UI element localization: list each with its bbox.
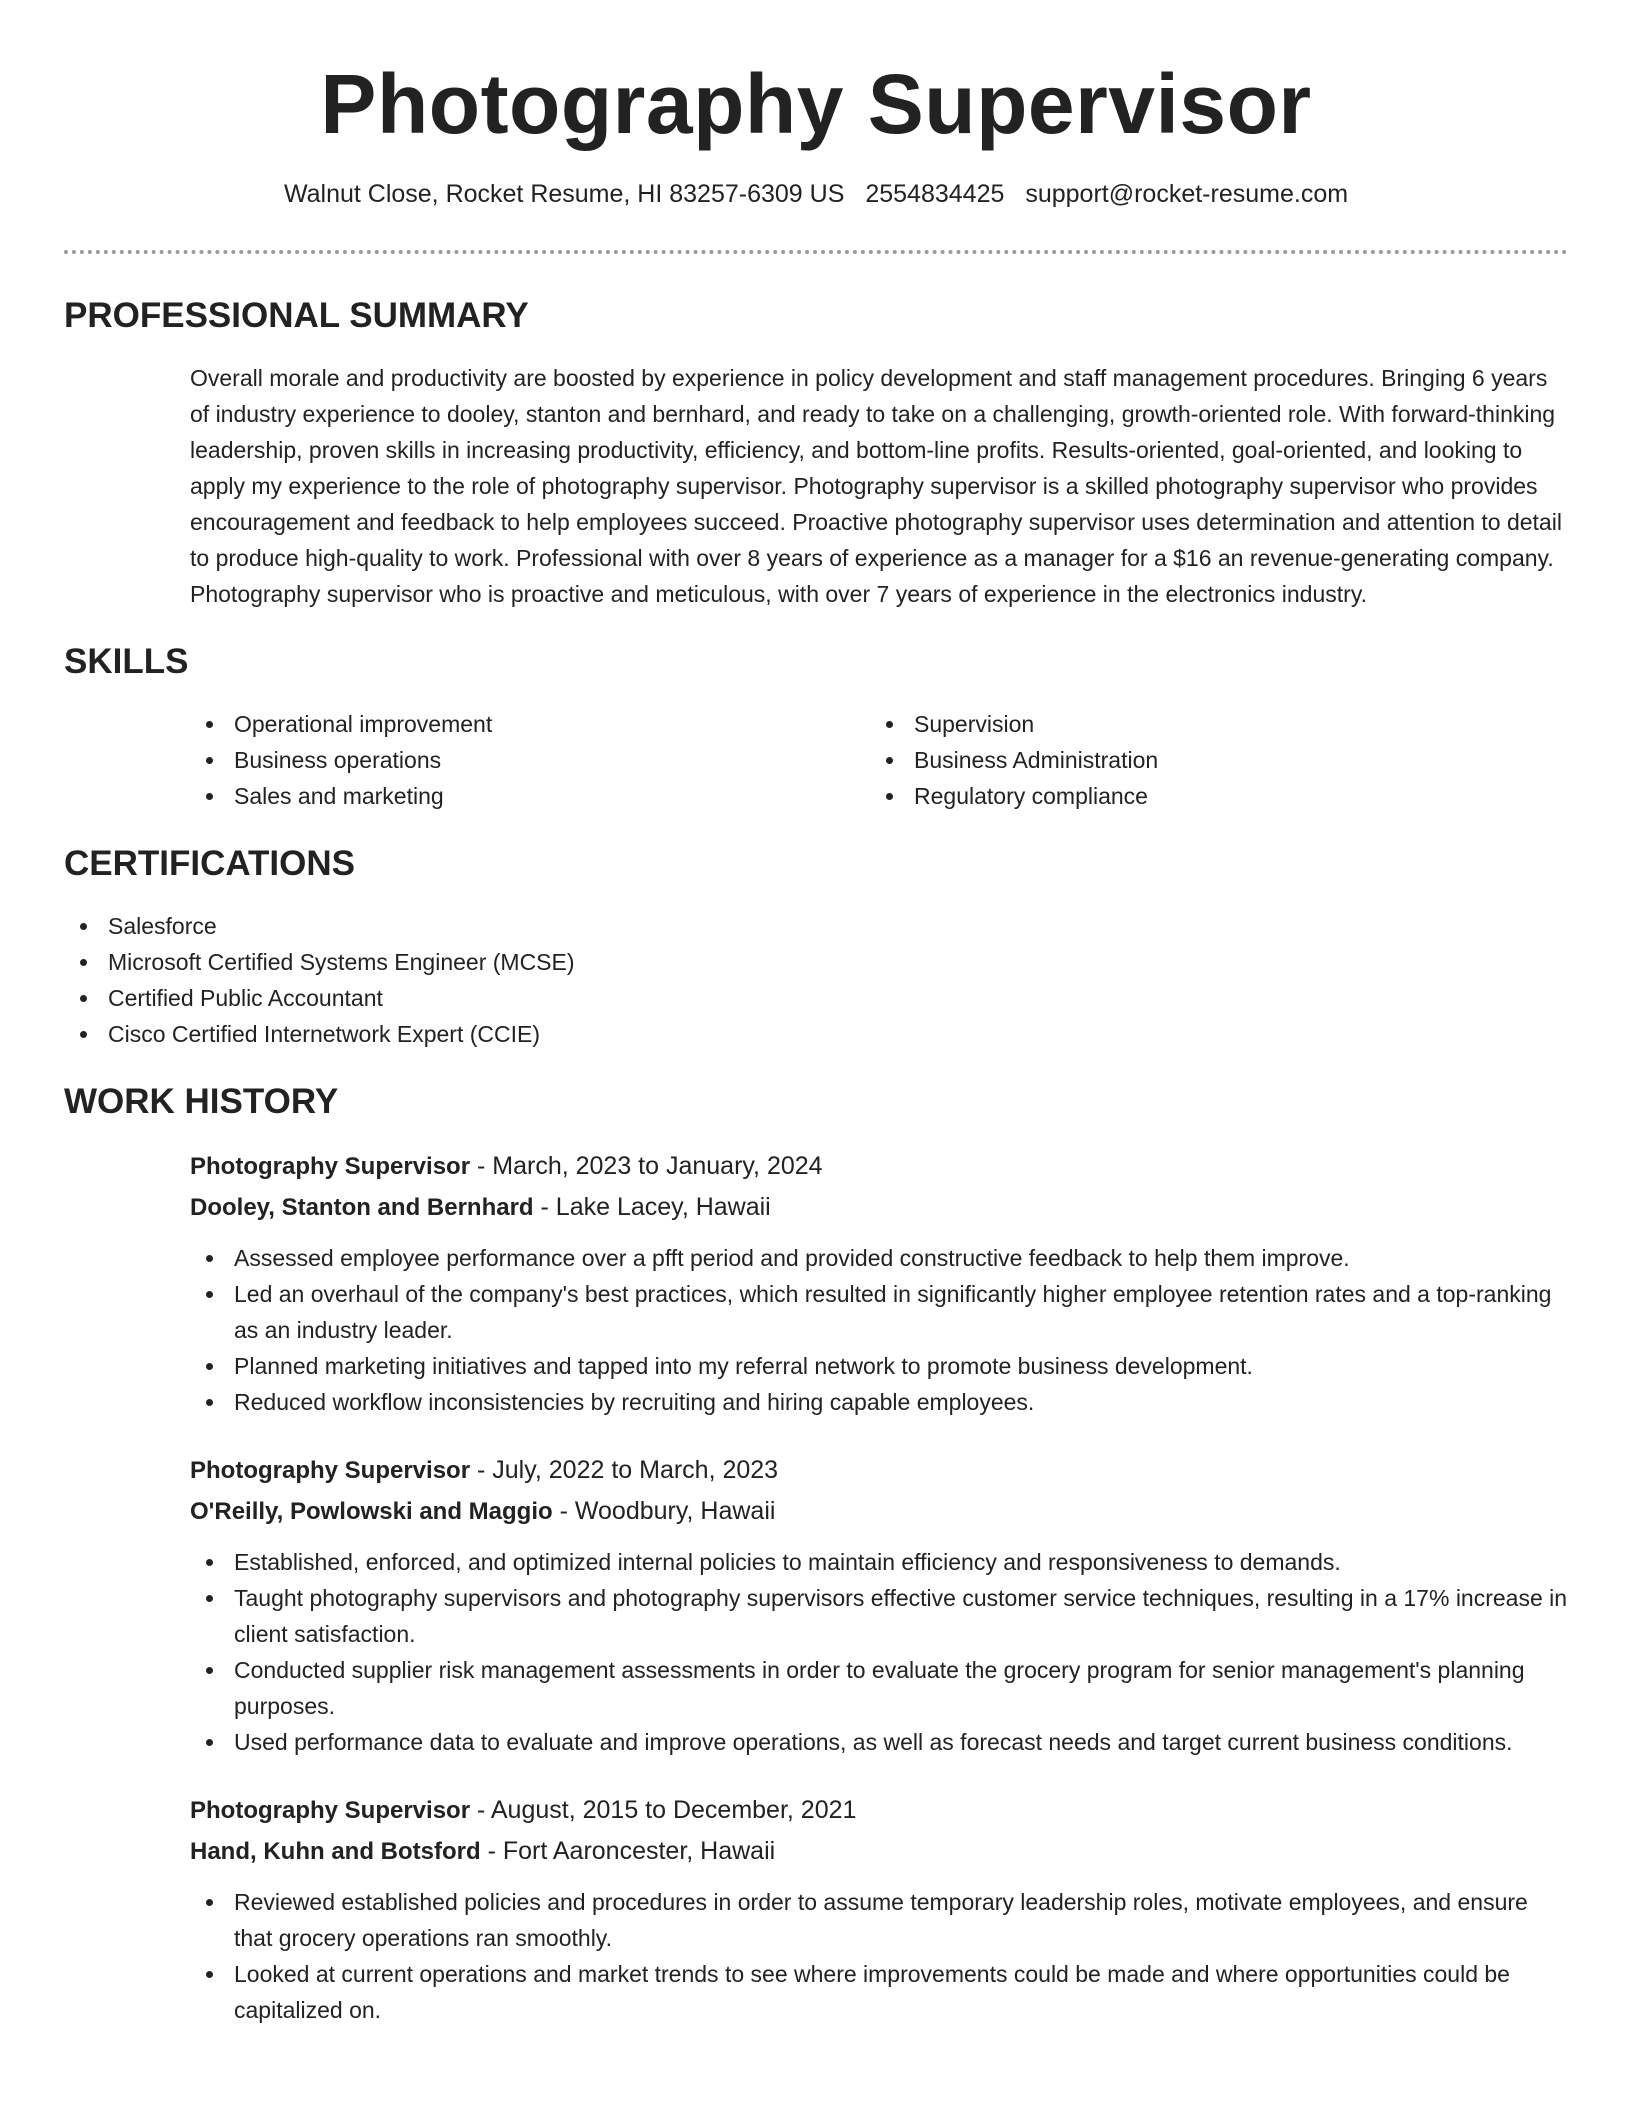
skill-item: Sales and marketing (190, 778, 870, 814)
job-entry (190, 1450, 1568, 1760)
skill-item: Business Administration (870, 742, 1550, 778)
certifications-section (64, 842, 1568, 1052)
job-bullet: Conducted supplier risk management assessments in order to evaluate the grocery program for senior management's planning purposes. (190, 1652, 1568, 1724)
job-bullet: Led an overhaul of the company's best practices, which resulted in significantly higher employee retention rates and a top-ranking as an industry leader. (190, 1276, 1568, 1348)
job-company-line (190, 1831, 1568, 1872)
skills-title: SKILLS (64, 642, 189, 681)
job-title-line (190, 1450, 1568, 1491)
job-entry (190, 1146, 1568, 1420)
work-history-section (64, 1080, 1568, 2028)
job-role: Photography Supervisor (190, 1457, 471, 1484)
job-bullet: Established, enforced, and optimized internal policies to maintain efficiency and responsiveness to demands. (190, 1544, 1568, 1580)
skill-item: Supervision (870, 706, 1550, 742)
job-location: - Woodbury, Hawaii (552, 1497, 776, 1525)
job-bullet: Reviewed established policies and procedures in order to assume temporary leadership roles, motivate employees, and ensure that grocery operations ran smoothly. (190, 1884, 1568, 1956)
job-dates: - August, 2015 to December, 2021 (470, 1796, 857, 1824)
job-company: Dooley, Stanton and Bernhard (190, 1194, 534, 1221)
skills-left-list (190, 706, 870, 814)
job-role: Photography Supervisor (190, 1153, 471, 1180)
job-company-line (190, 1187, 1568, 1228)
skill-item: Regulatory compliance (870, 778, 1550, 814)
job-company-line (190, 1491, 1568, 1532)
header-divider (64, 250, 1568, 254)
candidate-name: Photography Supervisor (320, 57, 1312, 151)
contact-line (64, 178, 1568, 210)
work-history-title: WORK HISTORY (64, 1082, 339, 1121)
job-location: - Lake Lacey, Hawaii (533, 1193, 771, 1221)
job-bullet: Used performance data to evaluate and improve operations, as well as forecast needs and target current business conditions. (190, 1724, 1568, 1760)
job-bullet: Assessed employee performance over a pfft period and provided constructive feedback to help them improve. (190, 1240, 1568, 1276)
contact-email[interactable]: support@rocket-resume.com (1025, 180, 1349, 208)
job-location: - Fort Aaroncester, Hawaii (480, 1837, 776, 1865)
job-dates: - July, 2022 to March, 2023 (470, 1456, 779, 1484)
summary-text: Overall morale and productivity are boosted by experience in policy development and staff management procedures. Bringing 6 years of industry experience to dooley, stanton and bernhard, and ready to take on a challenging, growth-oriented role. With forward-thinking leadership, proven skills in increasing productivity, efficiency, and bottom-line profits. Results-oriented, goal-oriented, and looking to apply my experience to the role of photography supervisor. Photography supervisor is a skilled photography supervisor who provides encouragement and feedback to help employees succeed. Proactive photography supervisor uses determination and attention to detail to produce high-quality to work. Professional with over 8 years of experience as a manager for a $16 an revenue-generating company. Photography supervisor who is proactive and meticulous, with over 7 years of experience in the electronics industry. (190, 365, 1562, 607)
job-bullet: Planned marketing initiatives and tapped into my referral network to promote business development. (190, 1348, 1568, 1384)
job-bullet: Reduced workflow inconsistencies by recruiting and hiring capable employees. (190, 1384, 1568, 1420)
job-role: Photography Supervisor (190, 1797, 471, 1824)
job-company: Hand, Kuhn and Botsford (190, 1838, 481, 1865)
job-dates: - March, 2023 to January, 2024 (470, 1152, 823, 1180)
certification-item: Cisco Certified Internetwork Expert (CCIE) (64, 1016, 1568, 1052)
skill-item: Operational improvement (190, 706, 870, 742)
contact-phone: 2554834425 (865, 180, 1005, 208)
certification-item: Microsoft Certified Systems Engineer (MCSE) (64, 944, 1568, 980)
skill-item: Business operations (190, 742, 870, 778)
skills-right-list (870, 706, 1550, 814)
job-bullet: Looked at current operations and market trends to see where improvements could be made and where opportunities could be capitalized on. (190, 1956, 1568, 2028)
job-company: O'Reilly, Powlowski and Maggio (190, 1498, 553, 1525)
skills-section (64, 640, 1568, 814)
summary-title: PROFESSIONAL SUMMARY (64, 296, 529, 335)
job-bullet: Taught photography supervisors and photography supervisors effective customer service techniques, resulting in a 17% increase in client satisfaction. (190, 1580, 1568, 1652)
job-title-line (190, 1790, 1568, 1831)
certification-item: Salesforce (64, 908, 1568, 944)
job-bullet-list (190, 1884, 1568, 2028)
job-title-line (190, 1146, 1568, 1187)
certification-item: Certified Public Accountant (64, 980, 1568, 1016)
certifications-title: CERTIFICATIONS (64, 844, 356, 883)
skills-grid (190, 706, 1568, 814)
job-entry (190, 1790, 1568, 2028)
certifications-list (64, 908, 1568, 1052)
contact-address: Walnut Close, Rocket Resume, HI 83257-6309 US (283, 180, 845, 208)
job-bullet-list (190, 1544, 1568, 1760)
summary-section (64, 294, 1568, 612)
resume-page (64, 0, 1568, 2028)
job-bullet-list (190, 1240, 1568, 1420)
